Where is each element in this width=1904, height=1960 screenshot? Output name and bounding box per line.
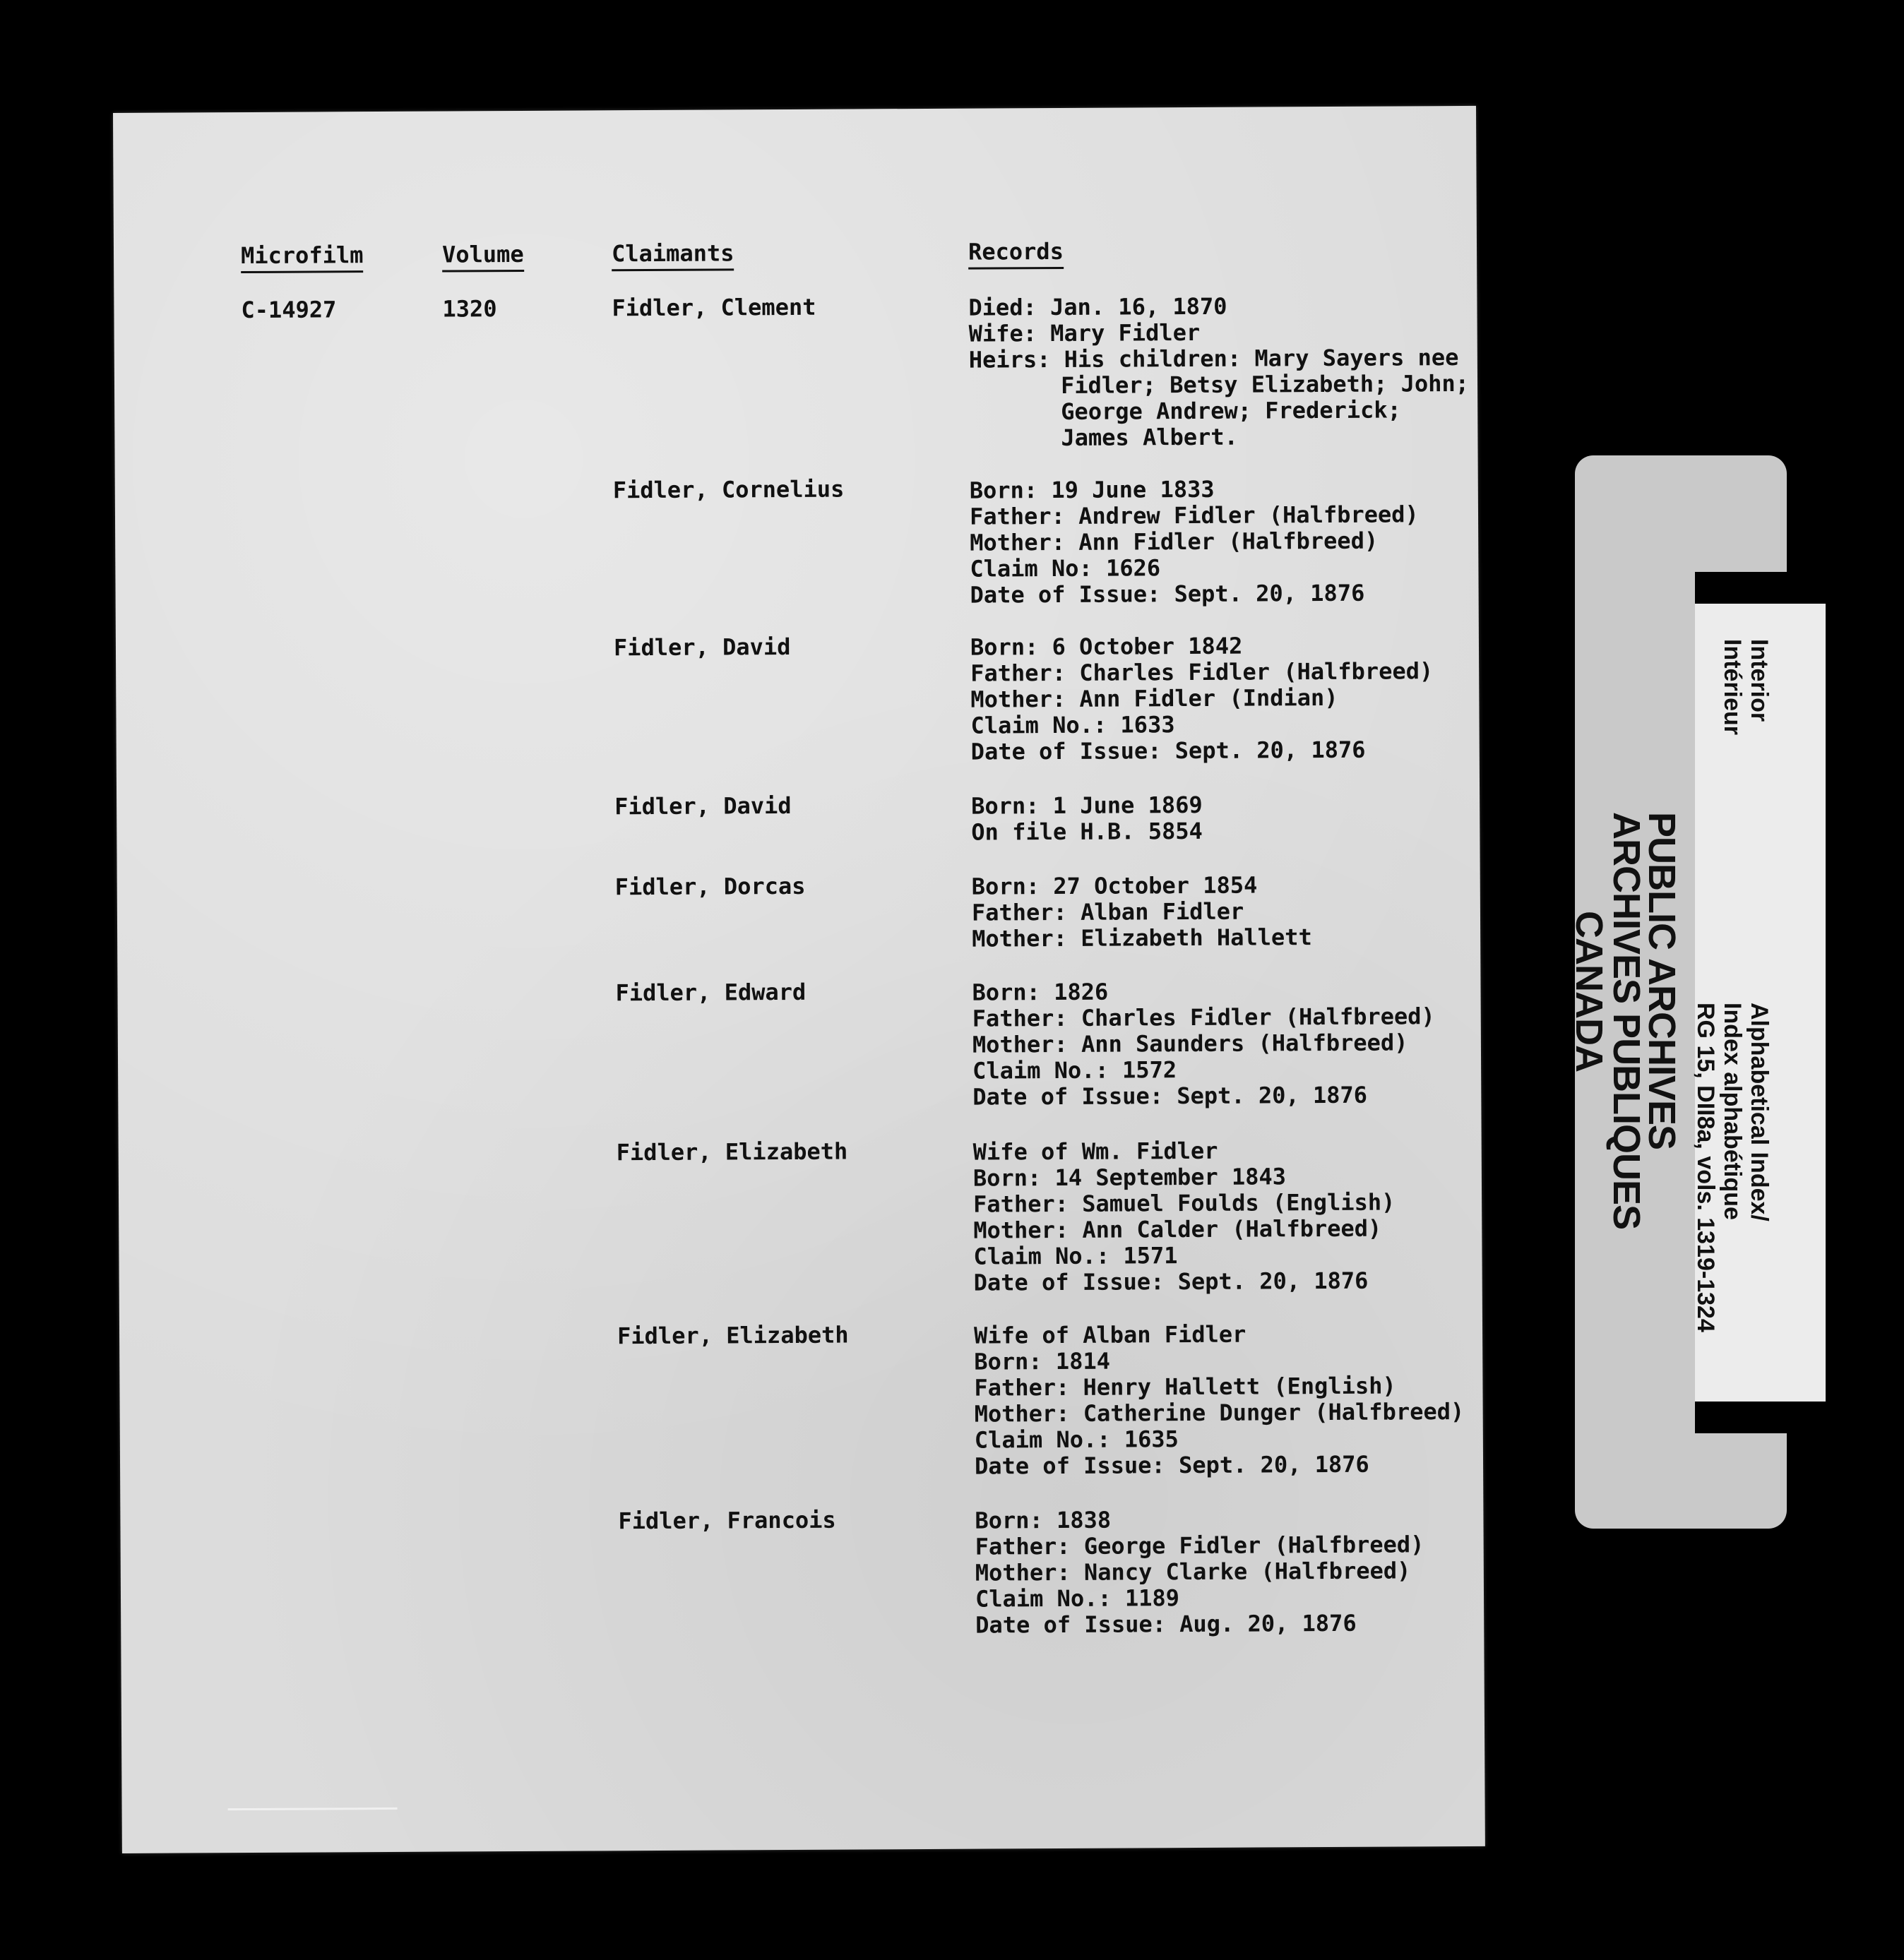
record-line: Fidler; Betsy Elizabeth; John;	[1060, 369, 1470, 399]
record-line: Claim No.: 1572	[972, 1056, 1177, 1084]
record-line: Claim No: 1626	[970, 554, 1161, 582]
film-scratch-mark	[228, 1807, 398, 1810]
header-claimants: Claimants	[612, 240, 734, 271]
record-line: Father: Charles Fidler (Halfbreed)	[970, 657, 1434, 687]
record-block	[970, 632, 1434, 765]
record-line: Father: George Fidler (Halfbreed)	[975, 1531, 1424, 1560]
claimant-name: Fidler, Clement	[612, 293, 816, 322]
record-line: Born: 1814	[974, 1347, 1111, 1375]
record-line: Heirs: His children: Mary Sayers nee	[968, 344, 1459, 374]
record-line: Claim No.: 1571	[973, 1242, 1178, 1270]
record-line: Date of Issue: Aug. 20, 1876	[975, 1609, 1357, 1639]
record-line: Mother: Elizabeth Hallett	[972, 924, 1312, 952]
record-line: Date of Issue: Sept. 20, 1876	[972, 1081, 1368, 1111]
archives-en-label: PUBLIC ARCHIVES	[1641, 812, 1683, 1150]
record-line: Born: 1 June 1869	[971, 791, 1203, 820]
claimant-name: Fidler, Edward	[615, 978, 807, 1007]
reference-label: RG 15, DII8a, vols. 1319-1324	[1692, 1003, 1719, 1332]
record-line: Wife: Mary Fidler	[968, 318, 1201, 347]
header-volume: Volume	[442, 241, 524, 273]
record-line: Wife of Alban Fidler	[973, 1320, 1246, 1349]
record-line: Father: Samuel Foulds (English)	[973, 1188, 1396, 1218]
interior-en-label: Interior	[1746, 639, 1773, 722]
record-line: On file H.B. 5854	[971, 817, 1203, 846]
record-line: Born: 27 October 1854	[971, 871, 1258, 900]
record-line: Claim No.: 1635	[974, 1426, 1179, 1454]
claimant-name: Fidler, Francois	[618, 1506, 836, 1535]
record-line: Died: Jan. 16, 1870	[968, 292, 1227, 321]
record-block	[973, 1137, 1396, 1296]
page-content	[113, 106, 1485, 1853]
record-line: Born: 14 September 1843	[972, 1163, 1287, 1192]
record-line: Mother: Nancy Clarke (Halfbreed)	[975, 1557, 1411, 1586]
country-label: CANADA	[1568, 911, 1610, 1072]
claimant-name: Fidler, David	[614, 791, 792, 820]
archives-fr-label: ARCHIVES PUBLIQUES	[1605, 812, 1648, 1230]
claimant-name: Fidler, David	[613, 633, 791, 662]
record-line: Father: Andrew Fidler (Halfbreed)	[969, 501, 1419, 530]
claimant-name: Fidler, Cornelius	[612, 475, 845, 504]
record-line: Father: Alban Fidler	[971, 897, 1244, 926]
record-line: George Andrew; Frederick;	[1061, 396, 1401, 425]
record-line: Date of Issue: Sept. 20, 1876	[970, 736, 1366, 765]
record-block	[971, 792, 1203, 846]
record-line: Date of Issue: Sept. 20, 1876	[974, 1450, 1369, 1480]
record-block	[970, 475, 1420, 608]
interior-fr-label: Intérieur	[1719, 639, 1746, 736]
record-line: Mother: Ann Saunders (Halfbreed)	[972, 1029, 1408, 1058]
record-line: Born: 1826	[972, 978, 1109, 1006]
record-line: Born: 1838	[975, 1506, 1112, 1534]
record-line: James Albert.	[1061, 423, 1238, 451]
record-line: Wife of Wm. Fidler	[972, 1137, 1218, 1166]
record-line: Mother: Ann Fidler (Halfbreed)	[970, 527, 1379, 556]
record-block	[972, 872, 1312, 952]
claimant-name: Fidler, Elizabeth	[616, 1137, 848, 1166]
record-line: Father: Henry Hallett (English)	[974, 1372, 1396, 1402]
record-block	[968, 292, 1469, 452]
header-records: Records	[968, 239, 1064, 270]
claimant-name: Fidler, Elizabeth	[617, 1321, 849, 1350]
record-block	[975, 1505, 1424, 1638]
record-line: Claim No.: 1189	[975, 1584, 1180, 1613]
record-line: Mother: Catherine Dunger (Halfbreed)	[974, 1398, 1465, 1428]
record-line: Father: Charles Fidler (Halfbreed)	[972, 1003, 1435, 1032]
record-line: Born: 19 June 1833	[969, 475, 1215, 504]
index-en-label: Alphabetical Index/	[1746, 1003, 1773, 1221]
record-line: Date of Issue: Sept. 20, 1876	[973, 1267, 1369, 1296]
record-line: Mother: Ann Calder (Halfbreed)	[973, 1214, 1382, 1244]
claimant-name: Fidler, Dorcas	[614, 872, 806, 901]
record-block	[972, 977, 1435, 1110]
index-fr-label: Index alphabétique	[1719, 1003, 1746, 1220]
record-line: Date of Issue: Sept. 20, 1876	[970, 579, 1365, 609]
record-block	[974, 1320, 1465, 1480]
document-page	[113, 106, 1485, 1853]
record-line: Mother: Ann Fidler (Indian)	[970, 683, 1338, 713]
microfilm-value: C-14927	[241, 296, 337, 324]
record-line: Born: 6 October 1842	[970, 632, 1243, 661]
header-microfilm: Microfilm	[241, 242, 364, 273]
record-line: Claim No.: 1633	[970, 711, 1175, 739]
volume-value: 1320	[442, 295, 497, 323]
